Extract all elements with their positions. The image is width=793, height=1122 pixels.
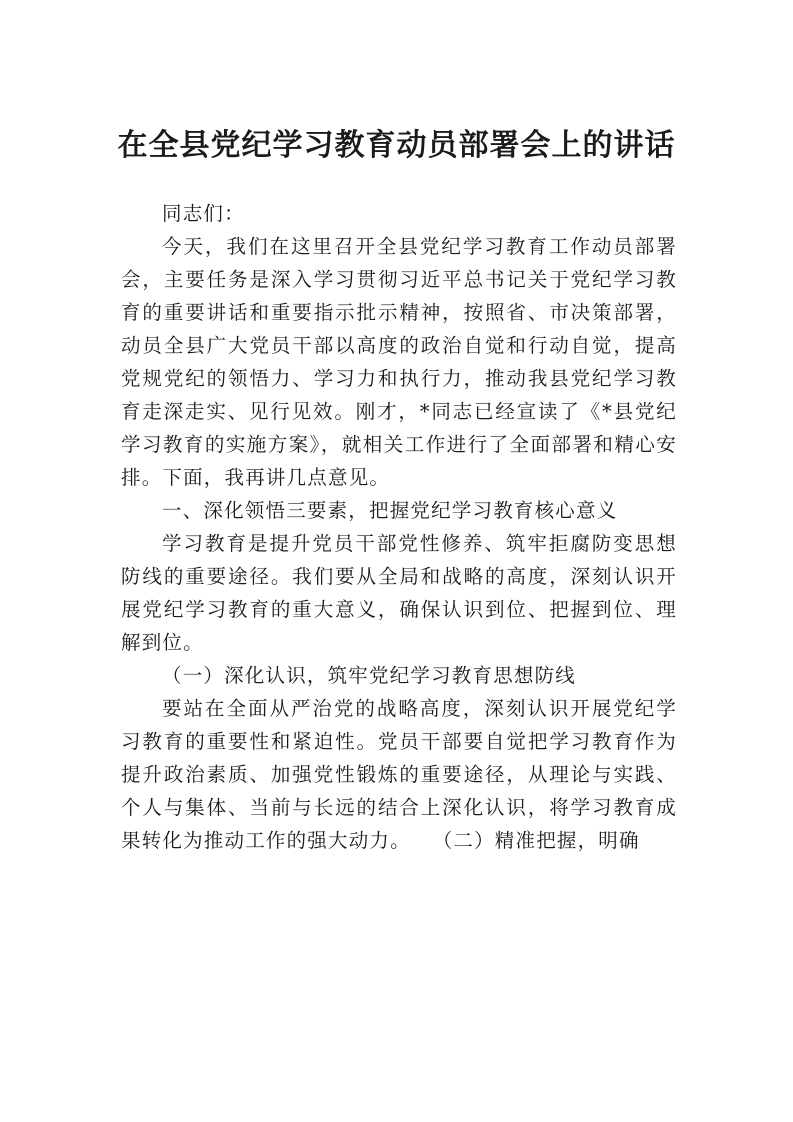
document-title: 在全县党纪学习教育动员部署会上的讲话 [117, 128, 676, 163]
section-heading-1: 一、深化领悟三要素，把握党纪学习教育核心意义 [162, 499, 618, 522]
paragraph-subsection-1: 要站在全面从严治党的战略高度，深刻认识开展党纪学习教育的重要性和紧迫性。党员干部要自觉把学习教育作为提升政治素质、加强党性锻炼的重要途径，从理论与实践、个人与集体、当前与长远的结合上深化认识，将学习教育成果转化为推动工作的强大动力。 （二）精准把握，明确 [121, 697, 677, 852]
document-body [121, 197, 677, 857]
paragraph-section-1: 学习教育是提升党员干部党性修养、筑牢拒腐防变思想防线的重要途径。我们要从全局和战略的高度，深刻认识开展党纪学习教育的重大意义，确保认识到位、把握到位、理解到位。 [121, 532, 677, 654]
greeting: 同志们： [162, 202, 245, 225]
paragraph-intro: 今天，我们在这里召开全县党纪学习教育工作动员部署会，主要任务是深入学习贯彻习近平总书记关于党纪学习教育的重要讲话和重要指示批示精神，按照省、市决策部署，动员全县广大党员干部以高度的政治自觉和行动自觉，提高党规党纪的领悟力、学习力和执行力，推动我县党纪学习教育走深走实、见行见效。刚才，*同志已经宣读了《*县党纪学习教育的实施方案》，就相关工作进行了全面部署和精心安排。下面，我再讲几点意见。 [121, 235, 677, 489]
subsection-heading-1: （一）深化认识，筑牢党纪学习教育思想防线 [162, 664, 577, 687]
